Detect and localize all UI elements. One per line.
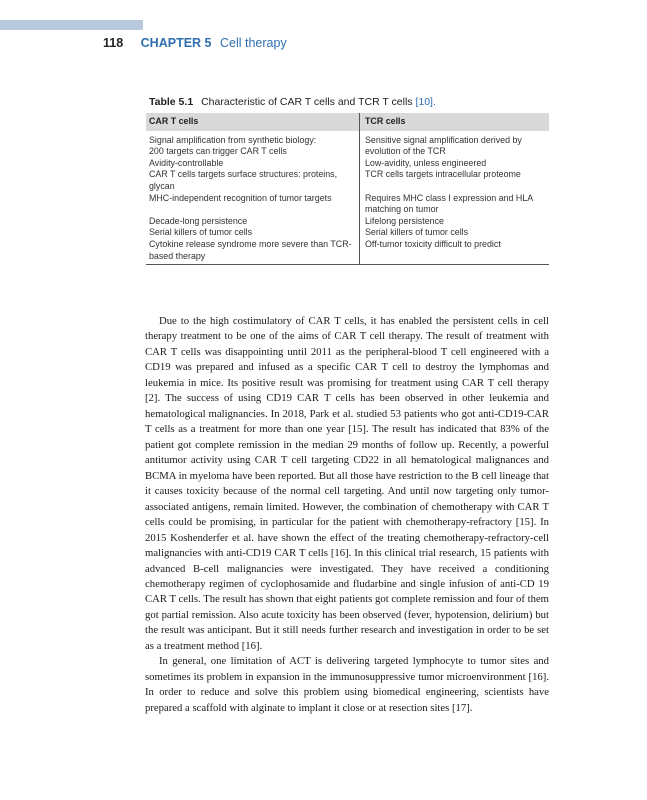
body-paragraph: Due to the high costimulatory of CAR T cells, it has enabled the persistent cells in cell therapy treatment to be one of the aims of CAR T cell therapy. The result of treatment with CAR T cells was disappointing until 2011 as the peripheral-blood T cell engineered with a CD19 was prepared and infused as a specific CAR T cell to destroy the lymphomas and leukemia in mice. Its positive result was promising for treatment using CAR T cell therapy [2]. The success of using CD19 CAR T cells has been observed in other leukemia and hematological malignancies. In 2018, Park et al. studied 53 patients who got anti-CD19-CAR T cells as a treatment for more than one year [15]. The result has indicated that 83% of the patient got complete remission in the median 29 months of follow up. Recently, a powerful antitumor activity using CAR T cell targeting CD22 in all hematological malignances and BCMA in myeloma have been reported. But all those have restriction to the B cell lineage that it causes toxicity because of the normal cell targeting. And until now targeting only tumor-associated antigens, remain limited. However, the combination of chemotherapy with CAR T cells could be promising, in particular for the patient with chemotherapy-refractory [15]. In 2015 Koshenderfer et al. have shown the effect of the treating chemotherapy-refractory-cell malignancies with anti-CD19 CAR T cells [16]. In this clinical trial research, 15 patients with advanced B-cell malignancies were investigated. They have received a conditioning chemotherapy regimen of cyclophosamide and fludarbine and single infusion of anti-CD 19 CAR T cells. The result has shown that eight patients got complete remission and four of them got partial remission. Also acute toxicity has been observed (fever, hypotension, delirium) but the result was anticipant. But it still needs further research and investigation in order to be set as a treatment method [16].: [145, 315, 549, 652]
table-cell-tcr: Low-avidity, unless engineered: [365, 157, 487, 168]
table-row: [146, 216, 549, 228]
table-row: [146, 227, 549, 239]
table-row: [146, 158, 549, 170]
table-cell-car: CAR T cells targets surface structures: proteins, glycan: [146, 169, 360, 192]
table-cell-tcr: Off-tumor toxicity difficult to predict: [365, 238, 501, 249]
table-caption-label: Table 5.1: [149, 96, 194, 108]
comparison-table: [146, 113, 549, 265]
header-color-bar: [0, 20, 143, 30]
table-cell-tcr: Serial killers of tumor cells: [365, 227, 469, 238]
table-row: [146, 193, 549, 216]
table-cell-tcr: TCR cells targets intracellular proteome: [365, 169, 521, 180]
table-caption-text: Characteristic of CAR T cells and TCR T cells: [201, 96, 413, 108]
table-cell-car: MHC-independent recognition of tumor targets: [146, 193, 360, 216]
table-cell-car: Avidity-controllable: [146, 158, 360, 170]
table-cell-tcr: Sensitive signal amplification derived by evolution of the TCR: [365, 134, 522, 157]
table-cell-tcr: Lifelong persistence: [365, 215, 444, 226]
table-caption-reference[interactable]: [10].: [415, 96, 436, 108]
table-cell-car: Serial killers of tumor cells: [146, 227, 360, 239]
table-row: [146, 169, 549, 192]
table-cell-car: Cytokine release syndrome more severe than TCR-based therapy: [146, 239, 360, 265]
body-text: [145, 314, 549, 716]
page-number: 118: [103, 36, 124, 50]
table-cell-tcr: Requires MHC class I expression and HLA matching on tumor: [365, 192, 533, 215]
body-paragraph: In general, one limitation of ACT is delivering targeted lymphocyte to tumor sites and sometimes its problem in expansion in the immunosuppressive tumor microenvironment [16]. In order to reduce and solve this problem using biomedical engineering, scientists have prepared a scaffold with alginate to implant it close or at resection sites [17].: [145, 655, 549, 714]
table-cell-car: Signal amplification from synthetic biology:: [146, 131, 360, 147]
table-row: [146, 131, 549, 147]
chapter-label: CHAPTER 5: [140, 36, 212, 50]
chapter-title: Cell therapy: [219, 36, 287, 50]
table-row: [146, 239, 549, 265]
running-head: [103, 36, 287, 50]
table-header-row: [146, 113, 549, 131]
table-header-car-t: CAR T cells: [146, 113, 360, 131]
table-caption: [149, 96, 436, 108]
table-cell-car: 200 targets can trigger CAR T cells: [146, 146, 360, 158]
table-header-tcr: TCR cells: [360, 113, 550, 131]
table-cell-car: Decade-long persistence: [146, 216, 360, 228]
